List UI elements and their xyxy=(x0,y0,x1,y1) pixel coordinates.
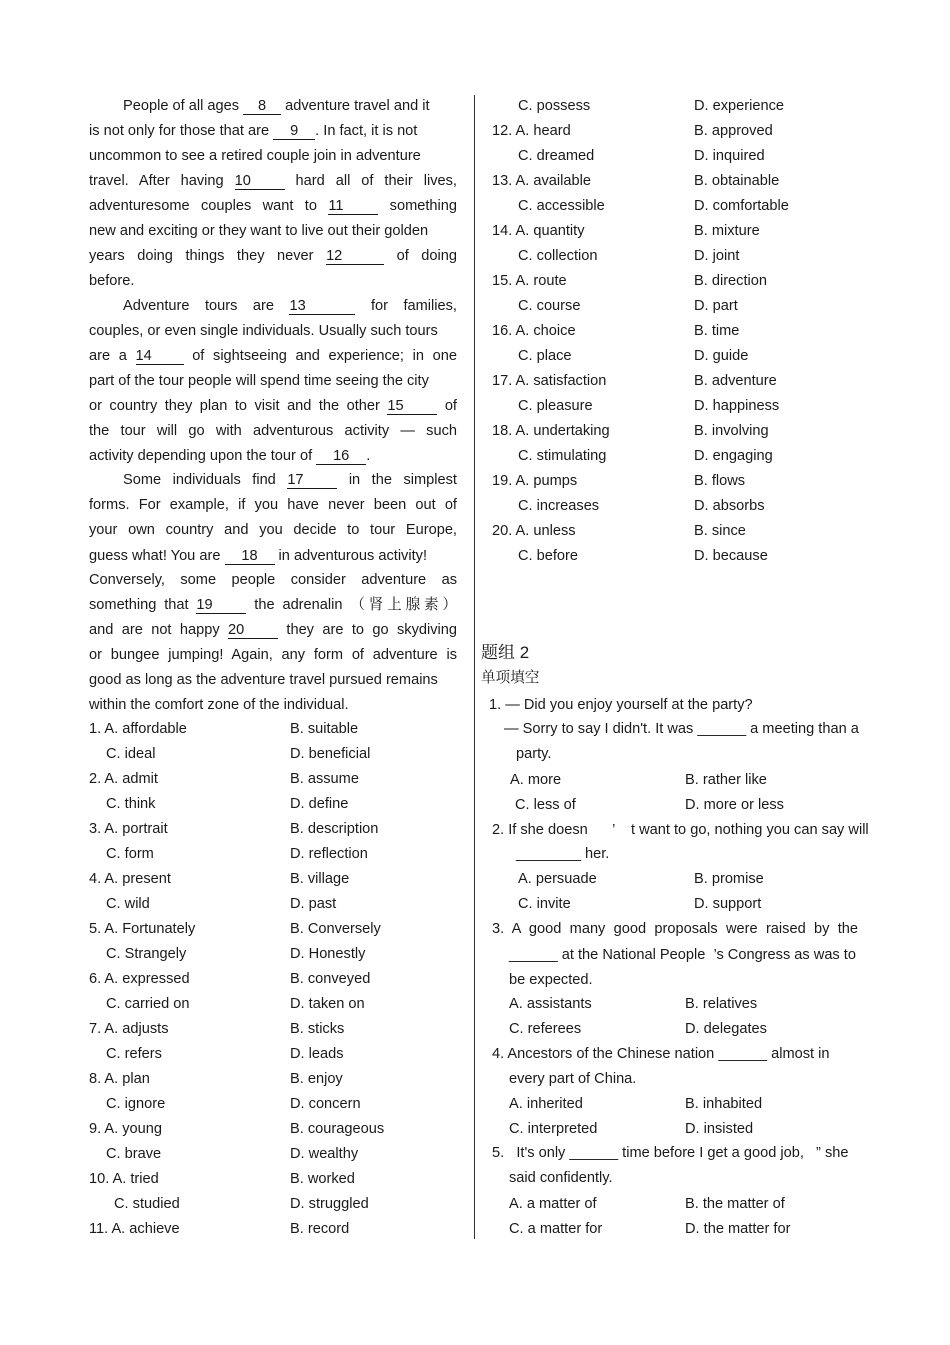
option-item: C. less of xyxy=(515,797,576,813)
passage-text: Adventure tours are xyxy=(123,298,290,314)
option-item: A. a matter of xyxy=(509,1196,597,1212)
passage-line xyxy=(89,221,428,241)
option-item: 18. A. undertaking xyxy=(492,423,610,439)
passage-text: something that xyxy=(89,597,197,613)
passage-line xyxy=(123,470,457,490)
passage-text: years doing things they never xyxy=(89,248,327,264)
option-item: D. experience xyxy=(694,98,785,114)
passage-line xyxy=(89,620,457,640)
option-item: B. the matter of xyxy=(685,1196,785,1212)
answer-blank: 11 xyxy=(328,199,378,215)
option-item: 2. A. admit xyxy=(89,771,158,787)
option-item: C. collection xyxy=(518,248,598,264)
option-item: C. ideal xyxy=(106,746,156,762)
passage-line xyxy=(89,171,457,191)
passage-line xyxy=(89,396,457,416)
option-item: D. absorbs xyxy=(694,498,765,514)
option-item: C. stimulating xyxy=(518,448,607,464)
option-item: 17. A. satisfaction xyxy=(492,373,607,389)
passage-text: of doing xyxy=(384,248,457,264)
passage-line xyxy=(89,645,457,665)
passage-line xyxy=(89,146,421,166)
option-item: B. promise xyxy=(694,871,764,887)
option-item: B. since xyxy=(694,523,746,539)
option-item: B. adventure xyxy=(694,373,777,389)
passage-text: Some individuals find xyxy=(123,472,288,488)
passage-text: guess what! You are xyxy=(89,548,225,564)
passage-text: adventuresome couples want to xyxy=(89,198,329,214)
option-item: B. direction xyxy=(694,273,768,289)
option-item: 11. A. achieve xyxy=(89,1221,180,1237)
option-item: 6. A. expressed xyxy=(89,971,190,987)
question-line: ________ her. xyxy=(516,846,610,862)
option-item: C. interpreted xyxy=(509,1121,598,1137)
option-item: B. approved xyxy=(694,123,773,139)
option-item: B. flows xyxy=(694,473,746,489)
option-item: D. because xyxy=(694,548,768,564)
option-item: C. pleasure xyxy=(518,398,593,414)
section-subtitle: 单项填空 xyxy=(481,670,540,686)
option-item: C. place xyxy=(518,348,572,364)
passage-text: good as long as the adventure travel pursued remains xyxy=(89,672,438,688)
option-item: 1. A. affordable xyxy=(89,721,187,737)
option-item: B. time xyxy=(694,323,740,339)
option-item: D. insisted xyxy=(685,1121,754,1137)
option-item: C. increases xyxy=(518,498,600,514)
passage-text: and are not happy xyxy=(89,622,229,638)
passage-line xyxy=(89,346,457,366)
passage-line xyxy=(89,446,370,466)
option-item: D. support xyxy=(694,896,762,912)
question-line: 4. Ancestors of the Chinese nation ______ almost in xyxy=(492,1046,830,1062)
passage-text: travel. After having xyxy=(89,173,235,189)
passage-text: of xyxy=(437,398,457,414)
question-line: 5. It's only ______ time before I get a good job, ” she xyxy=(492,1145,849,1161)
passage-line xyxy=(89,570,457,590)
question-line: party. xyxy=(516,746,552,762)
option-item: A. inherited xyxy=(509,1096,583,1112)
passage-text: People of all ages xyxy=(123,98,244,114)
option-item: 12. A. heard xyxy=(492,123,571,139)
option-item: D. joint xyxy=(694,248,740,264)
passage-line xyxy=(123,296,457,316)
answer-blank: 19 xyxy=(196,598,246,614)
option-item: D. beneficial xyxy=(290,746,371,762)
answer-blank: 15 xyxy=(387,399,437,415)
option-item: C. invite xyxy=(518,896,571,912)
option-item: B. village xyxy=(290,871,350,887)
option-item: B. relatives xyxy=(685,996,758,1012)
option-item: D. Honestly xyxy=(290,946,366,962)
option-item: D. the matter for xyxy=(685,1221,791,1237)
option-item: B. enjoy xyxy=(290,1071,343,1087)
option-item: C. a matter for xyxy=(509,1221,603,1237)
option-item: D. part xyxy=(694,298,738,314)
question-line: 2. If she doesn ’ t want to go, nothing you can say will xyxy=(492,822,869,838)
option-item: C. form xyxy=(106,846,154,862)
option-item: 16. A. choice xyxy=(492,323,576,339)
passage-text: . xyxy=(366,448,371,464)
option-item: D. define xyxy=(290,796,349,812)
passage-text: or country they plan to visit and the other xyxy=(89,398,388,414)
option-item: D. wealthy xyxy=(290,1146,359,1162)
question-line: 3. A good many good proposals were raised by the xyxy=(492,921,858,937)
option-item: C. brave xyxy=(106,1146,162,1162)
option-item: B. worked xyxy=(290,1171,355,1187)
option-item: B. inhabited xyxy=(685,1096,763,1112)
option-item: C. accessible xyxy=(518,198,605,214)
option-item: D. reflection xyxy=(290,846,368,862)
option-item: 19. A. pumps xyxy=(492,473,578,489)
option-item: 14. A. quantity xyxy=(492,223,585,239)
option-item: D. past xyxy=(290,896,337,912)
option-item: 4. A. present xyxy=(89,871,171,887)
option-item: 9. A. young xyxy=(89,1121,163,1137)
option-item: C. studied xyxy=(114,1196,180,1212)
option-item: B. Conversely xyxy=(290,921,381,937)
passage-line xyxy=(89,495,457,515)
answer-blank: 8 xyxy=(243,99,281,115)
passage-line xyxy=(89,670,438,690)
option-item: C. referees xyxy=(509,1021,582,1037)
passage-text: for families, xyxy=(355,298,457,314)
answer-blank: 18 xyxy=(225,549,275,565)
option-item: B. mixture xyxy=(694,223,760,239)
passage-text: before. xyxy=(89,273,135,289)
option-item: B. rather like xyxy=(685,772,767,788)
passage-text: hard all of their lives, xyxy=(284,173,457,189)
passage-line xyxy=(89,546,427,566)
option-item: C. Strangely xyxy=(106,946,187,962)
option-item: B. suitable xyxy=(290,721,359,737)
option-item: D. concern xyxy=(290,1096,361,1112)
column-divider xyxy=(474,95,475,1239)
question-line: — Sorry to say I didn't. It was ______ a meeting than a xyxy=(504,721,859,737)
option-item: D. leads xyxy=(290,1046,344,1062)
option-item: C. dreamed xyxy=(518,148,595,164)
option-item: 15. A. route xyxy=(492,273,567,289)
passage-line xyxy=(89,196,457,216)
passage-text: Conversely, some people consider adventure as xyxy=(89,572,457,588)
passage-line xyxy=(89,271,134,291)
option-item: D. struggled xyxy=(290,1196,369,1212)
option-item: C. ignore xyxy=(106,1096,166,1112)
passage-text: your own country and you decide to tour Europe, xyxy=(89,522,457,538)
option-item: 10. A. tried xyxy=(89,1171,159,1187)
passage-text: are a xyxy=(89,348,136,364)
passage-line xyxy=(89,371,429,391)
answer-blank: 10 xyxy=(235,174,285,190)
option-item: D. taken on xyxy=(290,996,365,1012)
question-line: said confidently. xyxy=(509,1170,613,1186)
option-item: D. comfortable xyxy=(694,198,789,214)
option-item: B. record xyxy=(290,1221,350,1237)
question-line: 1. — Did you enjoy yourself at the party? xyxy=(489,697,753,713)
answer-blank: 13 xyxy=(289,299,355,315)
answer-blank: 14 xyxy=(136,349,184,365)
passage-text: in the simplest xyxy=(337,472,457,488)
option-item: 20. A. unless xyxy=(492,523,576,539)
option-item: B. description xyxy=(290,821,379,837)
option-item: C. course xyxy=(518,298,581,314)
passage-text: new and exciting or they want to live out their golden xyxy=(89,223,429,239)
option-item: C. refers xyxy=(106,1046,162,1062)
passage-text: something xyxy=(378,198,457,214)
option-item: C. before xyxy=(518,548,579,564)
passage-text: the tour will go with adventurous activity — such xyxy=(89,423,457,439)
passage-line xyxy=(89,421,457,441)
question-line: be expected. xyxy=(509,972,593,988)
answer-blank: 16 xyxy=(316,449,366,465)
option-item: A. more xyxy=(510,772,562,788)
passage-text: forms. For example, if you have never been out of xyxy=(89,497,457,513)
option-item: 7. A. adjusts xyxy=(89,1021,169,1037)
passage-line xyxy=(89,520,457,540)
passage-text: activity depending upon the tour of xyxy=(89,448,317,464)
passage-text: adventure travel and it xyxy=(281,98,430,114)
answer-blank: 9 xyxy=(273,124,315,140)
option-item: B. involving xyxy=(694,423,769,439)
question-line: every part of China. xyxy=(509,1071,637,1087)
passage-text: in adventurous activity! xyxy=(274,548,428,564)
passage-text: the adrenalin （肾上腺素） xyxy=(246,597,457,613)
passage-text: they are to go skydiving xyxy=(278,622,458,638)
option-item: B. courageous xyxy=(290,1121,385,1137)
option-item: C. carried on xyxy=(106,996,190,1012)
option-item: C. think xyxy=(106,796,156,812)
passage-line xyxy=(89,595,457,615)
option-item: B. conveyed xyxy=(290,971,371,987)
passage-text: part of the tour people will spend time seeing the city xyxy=(89,373,429,389)
passage-line xyxy=(89,321,438,341)
section-title: 题组 2 xyxy=(481,643,530,662)
passage-text: within the comfort zone of the individual. xyxy=(89,697,349,713)
option-item: D. happiness xyxy=(694,398,780,414)
option-item: 5. A. Fortunately xyxy=(89,921,196,937)
option-item: 8. A. plan xyxy=(89,1071,150,1087)
passage-text: or bungee jumping! Again, any form of adventure is xyxy=(89,647,457,663)
passage-text: is not only for those that are xyxy=(89,123,274,139)
answer-blank: 20 xyxy=(228,623,278,639)
option-item: D. delegates xyxy=(685,1021,767,1037)
option-item: B. sticks xyxy=(290,1021,345,1037)
passage-line xyxy=(89,246,457,266)
option-item: D. guide xyxy=(694,348,749,364)
option-item: A. persuade xyxy=(518,871,597,887)
option-item: D. inquired xyxy=(694,148,765,164)
passage-text: of sightseeing and experience; in one xyxy=(183,348,457,364)
passage-text: uncommon to see a retired couple join in adventure xyxy=(89,148,421,164)
option-item: B. assume xyxy=(290,771,359,787)
passage-line xyxy=(89,695,349,715)
option-item: A. assistants xyxy=(509,996,592,1012)
passage-text: couples, or even single individuals. Usually such tours xyxy=(89,323,438,339)
passage-line xyxy=(123,96,430,116)
option-item: C. wild xyxy=(106,896,150,912)
option-item: D. engaging xyxy=(694,448,773,464)
passage-text: . In fact, it is not xyxy=(315,123,418,139)
option-item: 3. A. portrait xyxy=(89,821,168,837)
answer-blank: 12 xyxy=(326,249,384,265)
passage-line xyxy=(89,121,417,141)
question-line: ______ at the National People ’s Congress as was to xyxy=(509,947,856,963)
answer-blank: 17 xyxy=(287,473,337,489)
option-item: D. more or less xyxy=(685,797,784,813)
option-item: B. obtainable xyxy=(694,173,780,189)
option-item: 13. A. available xyxy=(492,173,591,189)
option-item: C. possess xyxy=(518,98,591,114)
